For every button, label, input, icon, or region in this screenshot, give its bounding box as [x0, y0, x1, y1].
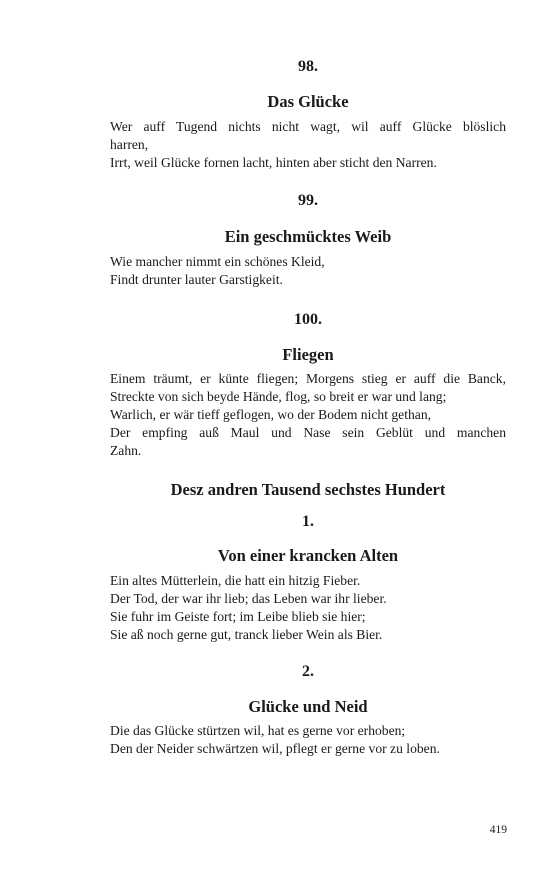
verse-line: Ein altes Mütterlein, die hatt ein hitzig Fieber.	[110, 573, 361, 588]
section-heading: Desz andren Tausend sechstes Hundert	[170, 480, 446, 499]
epigram-number: 1.	[302, 513, 314, 530]
page-content	[110, 0, 506, 880]
epigram-title: Von einer krancken Alten	[217, 546, 399, 565]
epigram-title: Ein geschmücktes Weib	[224, 227, 392, 246]
page-number: 419	[489, 824, 507, 836]
epigram-text	[110, 253, 506, 289]
verse-line: Einem träumt, er künte fliegen; Morgens stieg er auff die Banck,	[110, 371, 506, 386]
verse-line: Streckte von sich beyde Hände, flog, so breit er war und lang;	[110, 389, 447, 404]
verse-line: Der Tod, der war ihr lieb; das Leben war ihr lieber.	[110, 591, 387, 606]
epigram-number: 99.	[298, 192, 318, 209]
epigram-number: 98.	[298, 58, 318, 75]
verse-line: Wie mancher nimmt ein schönes Kleid,	[110, 254, 325, 269]
epigram-text	[110, 370, 506, 460]
epigram-title: Glücke und Neid	[248, 697, 368, 716]
verse-line: Den der Neider schwärtzen wil, pflegt er gerne vor zu loben.	[110, 741, 440, 756]
verse-line: Findt drunter lauter Garstigkeit.	[110, 272, 283, 287]
verse-line: Sie aß noch gerne gut, tranck lieber Wein als Bier.	[110, 627, 383, 642]
verse-line: harren,	[110, 137, 149, 152]
verse-line: Sie fuhr im Geiste fort; im Leibe blieb sie hier;	[110, 609, 366, 624]
verse-line: Irrt, weil Glücke fornen lacht, hinten aber sticht den Narren.	[110, 155, 437, 170]
verse-line: Zahn.	[110, 443, 142, 458]
epigram-text	[110, 722, 506, 758]
epigram-text	[110, 118, 506, 172]
epigram-text	[110, 572, 506, 644]
epigram-title: Das Glücke	[267, 92, 349, 111]
verse-line: Die das Glücke stürtzen wil, hat es gerne vor erhoben;	[110, 723, 406, 738]
epigram-number: 2.	[302, 663, 314, 680]
epigram-title: Fliegen	[282, 345, 334, 364]
verse-line: Der empfing auß Maul und Nase sein Geblüt und manchen	[110, 425, 506, 440]
verse-line: Wer auff Tugend nichts nicht wagt, wil auff Glücke blöslich	[110, 119, 506, 134]
verse-line: Warlich, er wär tieff geflogen, wo der Bodem nicht gethan,	[110, 407, 432, 422]
epigram-number: 100.	[294, 311, 322, 328]
